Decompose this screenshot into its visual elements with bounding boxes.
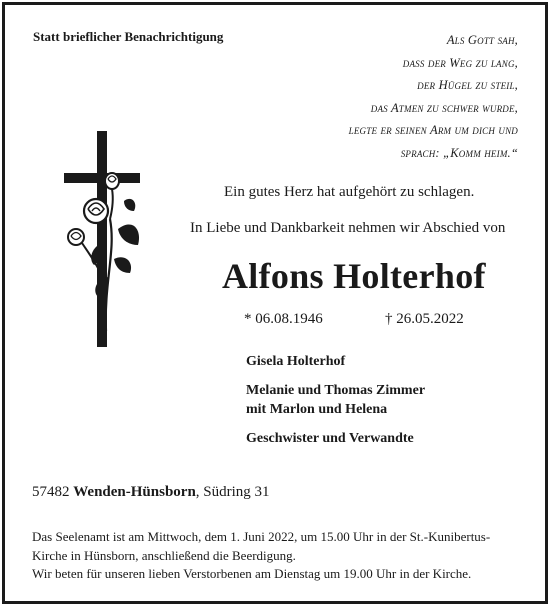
mourners-list xyxy=(246,352,425,458)
poem-line: sprach: „Komm heim.“ xyxy=(400,145,518,160)
mourner-group xyxy=(246,352,425,371)
service-line: Das Seelenamt ist am Mittwoch, dem 1. Juni 2022, um 15.00 Uhr in der St.-Kunibertus- xyxy=(32,529,491,544)
address-street: , Südring 31 xyxy=(195,484,270,500)
farewell-line: In Liebe und Dankbarkeit nehmen wir Abschied von xyxy=(190,220,506,236)
poem-line: legte er seinen Arm um dich und xyxy=(348,123,518,138)
death-date: † 26.05.2022 xyxy=(385,311,464,327)
service-line: Wir beten für unseren lieben Verstorbenen am Dienstag um 19.00 Uhr in der Kirche. xyxy=(32,566,472,581)
service-info xyxy=(32,528,522,584)
mourner-group xyxy=(246,381,425,419)
cross-with-roses-icon xyxy=(64,131,144,347)
birth-date: * 06.08.1946 xyxy=(244,311,323,327)
mourner-name: Melanie und Thomas Zimmer xyxy=(246,383,426,398)
poem-line: Als Gott sah, xyxy=(446,33,518,47)
service-line: Kirche in Hünsborn, anschließend die Beerdigung. xyxy=(32,547,296,563)
poem-line: der Hügel zu steil, xyxy=(417,78,518,93)
poem-line: das Atmen zu schwer wurde, xyxy=(370,100,518,115)
mourner-name: Geschwister und Verwandte xyxy=(246,431,414,446)
mourner-group xyxy=(246,429,425,448)
mourner-name: Gisela Holterhof xyxy=(246,354,346,369)
address-zip: 57482 xyxy=(32,484,70,500)
poem-line: dass der Weg zu lang, xyxy=(402,55,518,70)
address-city: Wenden-Hünsborn xyxy=(73,484,196,500)
deceased-name: Alfons Holterhof xyxy=(222,256,486,296)
mourner-name: mit Marlon und Helena xyxy=(246,402,388,417)
poem xyxy=(298,29,518,165)
notice-heading: Statt brieflicher Benachrichtigung xyxy=(33,29,224,44)
heart-line: Ein gutes Herz hat aufgehört zu schlagen. xyxy=(224,184,475,200)
address xyxy=(32,484,270,501)
